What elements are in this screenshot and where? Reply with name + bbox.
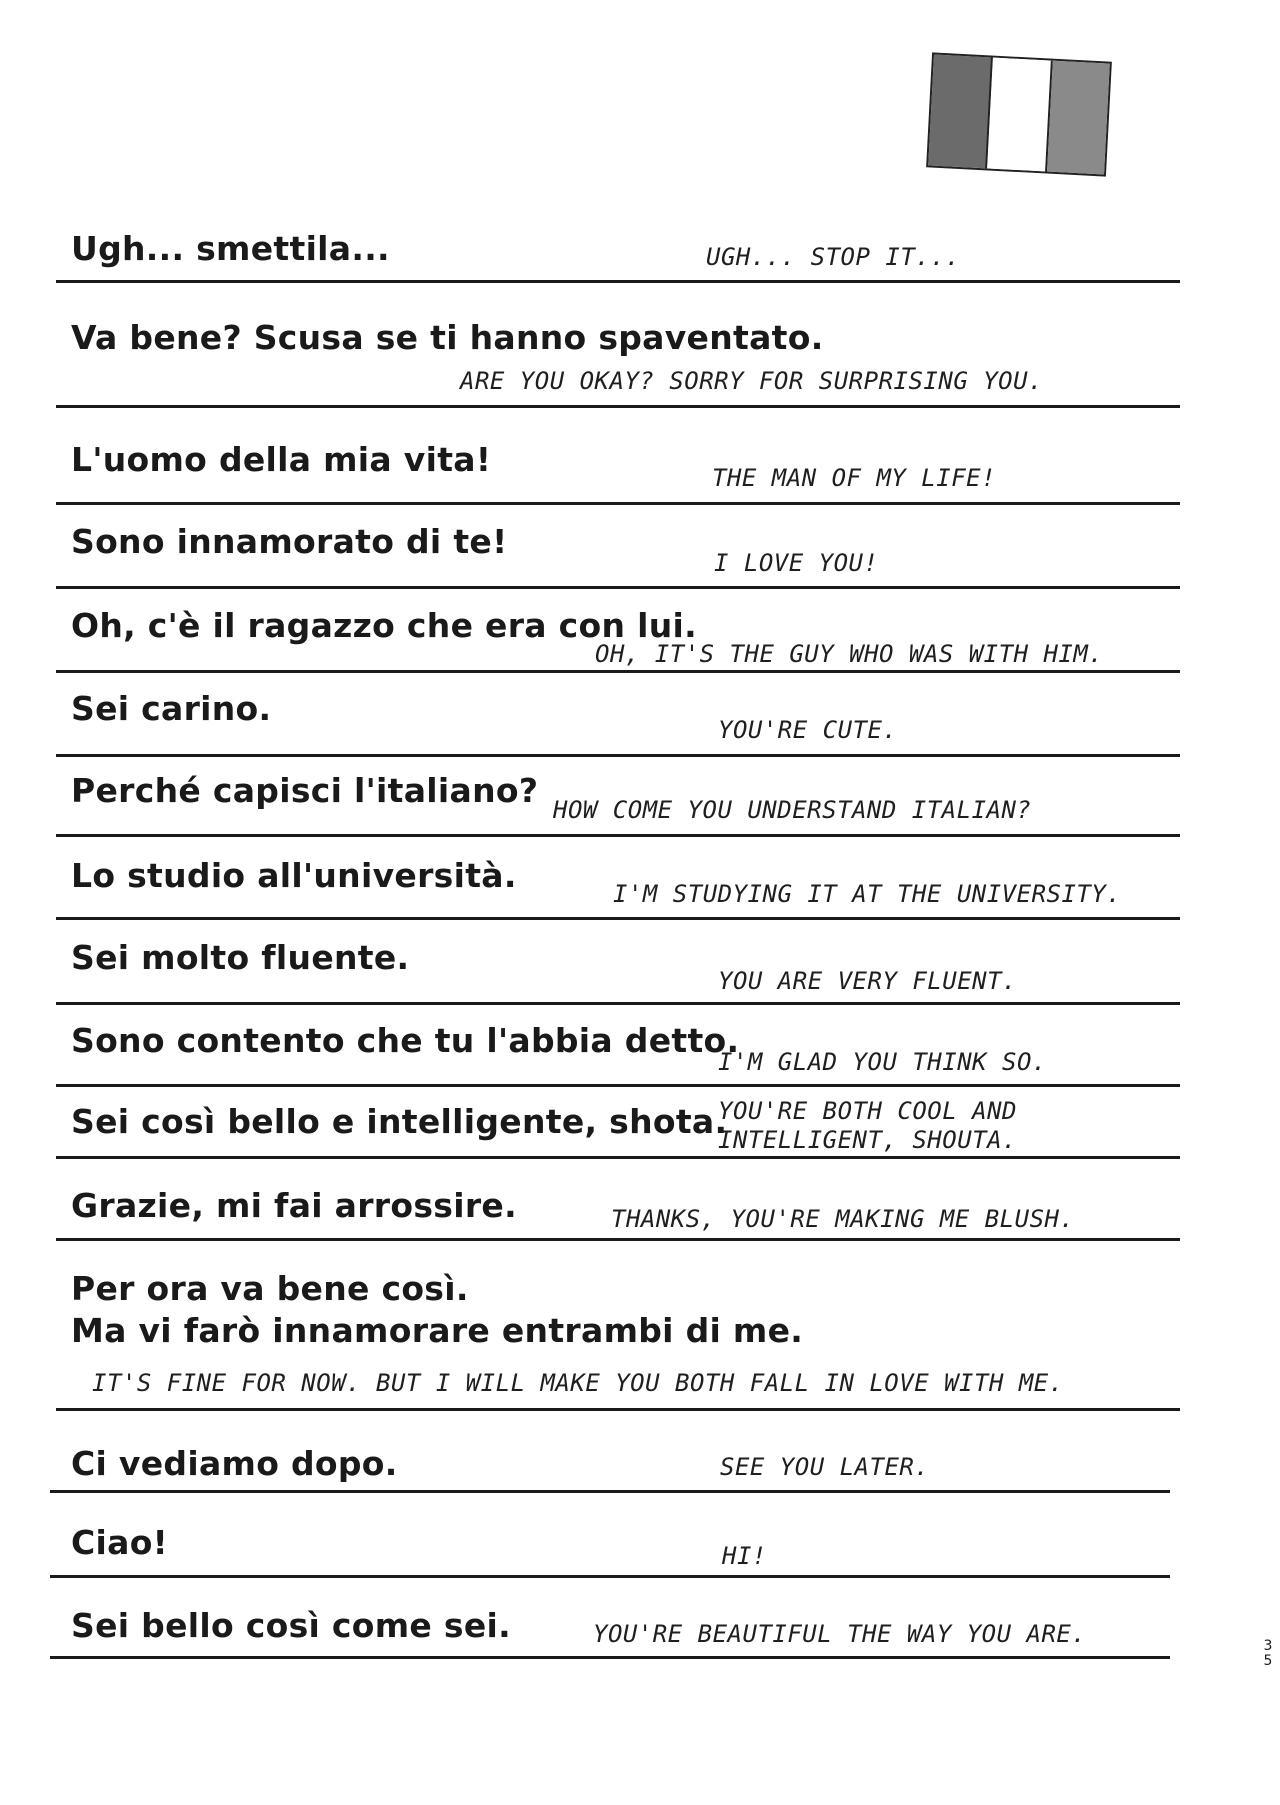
row-divider — [50, 1656, 1170, 1659]
page-number-digit: 5 — [1263, 1653, 1273, 1669]
italian-phrase: Ciao! — [71, 1523, 169, 1562]
flag-stripe-right — [1047, 61, 1110, 175]
row-divider — [56, 834, 1180, 837]
english-translation: HOW COME YOU UNDERSTAND ITALIAN? — [553, 796, 1032, 824]
row-divider — [56, 1084, 1180, 1087]
italian-phrase: Sono innamorato di te! — [71, 522, 508, 561]
italian-phrase: Sono contento che tu l'abbia detto. — [71, 1021, 740, 1060]
italian-phrase: Ugh... smettila... — [71, 229, 390, 268]
row-divider — [56, 280, 1180, 283]
row-divider — [56, 1238, 1180, 1241]
italian-phrase: Sei così bello e intelligente, shota. — [71, 1102, 728, 1141]
italian-phrase: Ci vediamo dopo. — [71, 1444, 398, 1483]
english-translation-line-2: INTELLIGENT, SHOUTA. — [718, 1126, 1017, 1154]
flag-stripe-middle — [987, 58, 1052, 172]
italian-phrase: Oh, c'è il ragazzo che era con lui. — [71, 606, 697, 645]
english-translation: THANKS, YOU'RE MAKING ME BLUSH. — [611, 1205, 1075, 1233]
english-translation-line-1: YOU'RE BOTH COOL AND — [718, 1097, 1017, 1125]
italian-phrase: Sei bello così come sei. — [71, 1606, 511, 1645]
row-divider — [56, 1408, 1180, 1411]
english-translation: SEE YOU LATER. — [720, 1453, 930, 1481]
english-translation: ARE YOU OKAY? SORRY FOR SURPRISING YOU. — [460, 367, 1044, 395]
italian-flag — [926, 52, 1112, 176]
english-translation: I'M STUDYING IT AT THE UNIVERSITY. — [613, 880, 1122, 908]
italian-phrase: Grazie, mi fai arrossire. — [71, 1186, 517, 1225]
italian-phrase: Perché capisci l'italiano? — [71, 771, 539, 810]
english-translation: YOU'RE CUTE. — [718, 716, 898, 744]
english-translation: I'M GLAD YOU THINK SO. — [718, 1048, 1047, 1076]
row-divider — [50, 1575, 1170, 1578]
flag-stripe-left — [928, 54, 993, 168]
italian-phrase: Sei molto fluente. — [71, 938, 410, 977]
english-translation: UGH... STOP IT... — [706, 243, 961, 271]
row-divider — [56, 502, 1180, 505]
english-translation: IT'S FINE FOR NOW. BUT I WILL MAKE YOU BOTH FALL IN LOVE WITH ME. — [92, 1369, 1064, 1397]
row-divider — [56, 917, 1180, 920]
english-translation: HI! — [722, 1542, 767, 1570]
row-divider — [56, 1002, 1180, 1005]
row-divider — [56, 1156, 1180, 1159]
italian-phrase: Va bene? Scusa se ti hanno spaventato. — [71, 318, 824, 357]
english-translation: YOU ARE VERY FLUENT. — [718, 967, 1017, 995]
italian-phrase-line-2: Ma vi farò innamorare entrambi di me. — [71, 1311, 804, 1350]
page-number-digit: 3 — [1263, 1638, 1273, 1654]
italian-phrase: L'uomo della mia vita! — [71, 440, 492, 479]
row-divider — [56, 670, 1180, 673]
italian-phrase: Lo studio all'università. — [71, 856, 517, 895]
english-translation: YOU'RE BEAUTIFUL THE WAY YOU ARE. — [593, 1620, 1087, 1648]
row-divider — [56, 405, 1180, 408]
english-translation: I LOVE YOU! — [714, 549, 879, 577]
italian-phrase-line-1: Per ora va bene così. — [71, 1269, 469, 1308]
italian-phrase: Sei carino. — [71, 689, 272, 728]
row-divider — [50, 1490, 1170, 1493]
english-translation: THE MAN OF MY LIFE! — [712, 464, 997, 492]
english-translation: OH, IT'S THE GUY WHO WAS WITH HIM. — [595, 640, 1104, 668]
page-number — [1263, 1639, 1273, 1669]
row-divider — [56, 586, 1180, 589]
row-divider — [56, 754, 1180, 757]
